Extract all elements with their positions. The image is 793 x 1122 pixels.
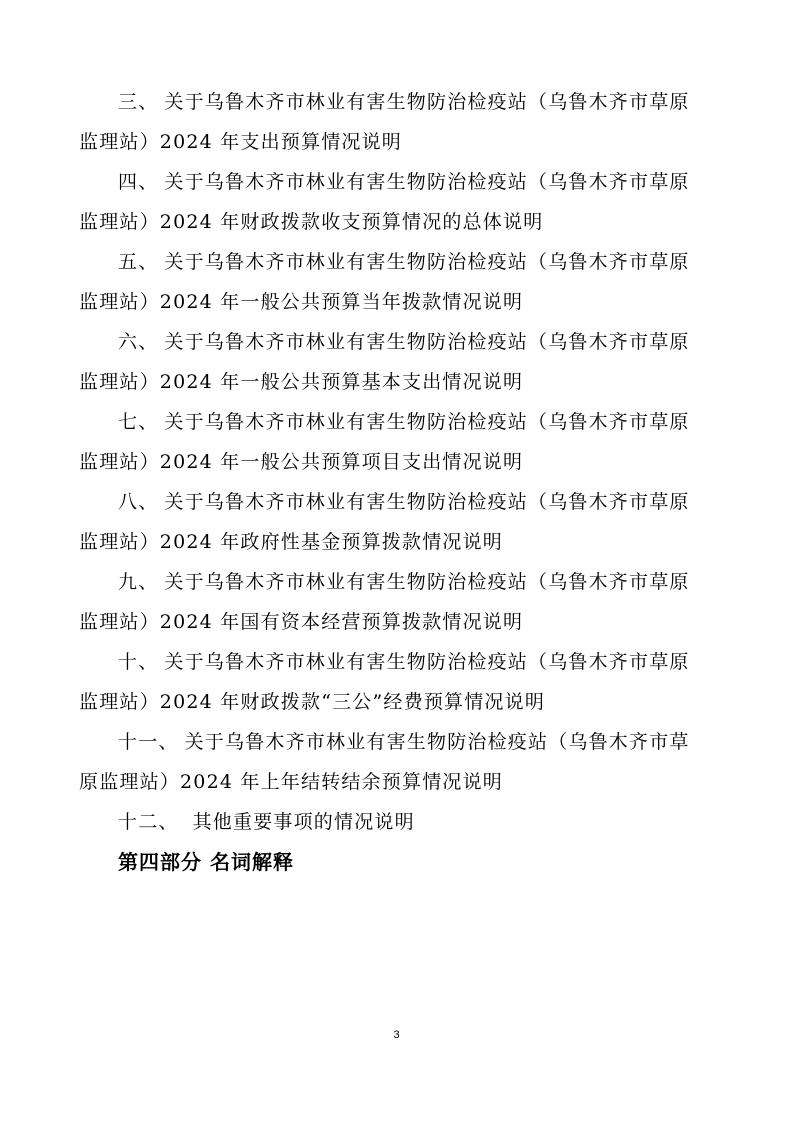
list-item-continuation: 原监理站）2024 年上年结转结余预算情况说明 [79,771,503,793]
list-item [79,402,719,482]
list-item-number: 八、 [118,491,159,513]
list-item-text: 关于乌鲁木齐市林业有害生物防治检疫站（乌鲁木齐市草原 [164,251,690,273]
list-item-text: 关于乌鲁木齐市林业有害生物防治检疫站（乌鲁木齐市草原 [164,171,690,193]
list-item-number: 十一、 [118,731,179,753]
list-item [79,562,719,642]
list-item [79,722,719,802]
list-item-continuation: 监理站）2024 年一般公共预算当年拨款情况说明 [79,291,524,313]
list-item [79,162,719,242]
list-item-continuation: 监理站）2024 年国有资本经营预算拨款情况说明 [79,611,524,633]
list-item-first-line [79,642,719,682]
list-item-first-line [79,322,719,362]
list-item-number: 九、 [118,571,159,593]
list-item-continuation: 监理站）2024 年一般公共预算项目支出情况说明 [79,451,524,473]
list-item-text: 关于乌鲁木齐市林业有害生物防治检疫站（乌鲁木齐市草 [184,731,690,753]
list-item-first-line [79,242,719,282]
list-item-number: 四、 [118,171,159,193]
list-item [79,82,719,162]
list-item [79,322,719,402]
list-item [79,642,719,722]
list-item-first-line [79,562,719,602]
list-item-first-line [79,162,719,202]
list-item-first-line [79,802,719,842]
list-item-number: 三、 [118,91,159,113]
list-item-continuation: 监理站）2024 年财政拨款收支预算情况的总体说明 [79,211,544,233]
list-item-number: 七、 [118,411,159,433]
list-item-first-line [79,82,719,122]
list-item-first-line [79,402,719,442]
list-item-text: 关于乌鲁木齐市林业有害生物防治检疫站（乌鲁木齐市草原 [164,411,690,433]
list-item-continuation: 监理站）2024 年支出预算情况说明 [79,131,402,153]
list-item-first-line [79,482,719,522]
list-item [79,242,719,322]
list-item-first-line [79,722,719,762]
list-item-text: 关于乌鲁木齐市林业有害生物防治检疫站（乌鲁木齐市草原 [164,91,690,113]
list-item-text: 关于乌鲁木齐市林业有害生物防治检疫站（乌鲁木齐市草原 [164,331,690,353]
list-item-number: 六、 [118,331,159,353]
list-item-number: 五、 [118,251,159,273]
list-item-text: 其他重要事项的情况说明 [192,811,415,833]
list-item-text: 关于乌鲁木齐市林业有害生物防治检疫站（乌鲁木齐市草原 [164,491,690,513]
document-body [79,82,719,882]
list-item-number: 十二、 [118,811,179,833]
list-item-continuation: 监理站）2024 年财政拨款“三公”经费预算情况说明 [79,691,546,713]
list-item-continuation: 监理站）2024 年一般公共预算基本支出情况说明 [79,371,524,393]
page-number: 3 [393,1029,400,1041]
list-item-continuation: 监理站）2024 年政府性基金预算拨款情况说明 [79,531,503,553]
list-item [79,802,719,842]
list-item-number: 十、 [118,651,159,673]
list-item [79,482,719,562]
list-item-text: 关于乌鲁木齐市林业有害生物防治检疫站（乌鲁木齐市草原 [164,571,690,593]
list-item-text: 关于乌鲁木齐市林业有害生物防治检疫站（乌鲁木齐市草原 [164,651,690,673]
section-heading: 第四部分 名词解释 [118,850,294,874]
